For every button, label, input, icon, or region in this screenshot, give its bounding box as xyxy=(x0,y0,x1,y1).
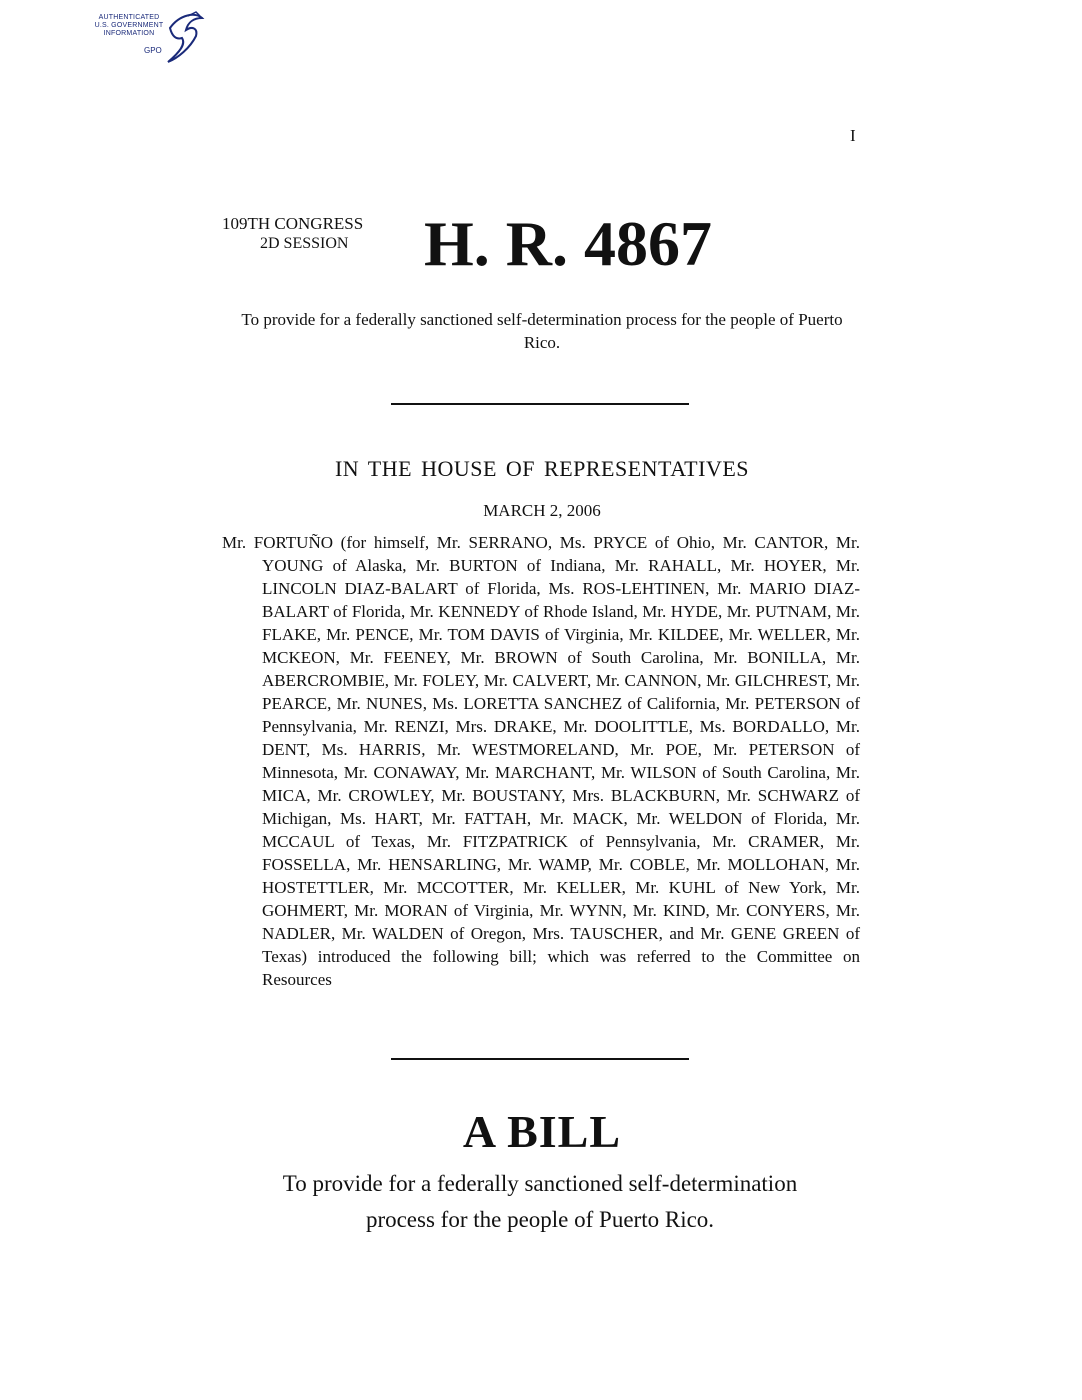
page-marker: I xyxy=(850,126,856,145)
seal-line: AUTHENTICATED xyxy=(98,14,160,21)
seal-line: INFORMATION xyxy=(103,30,155,37)
seal-line: U.S. GOVERNMENT xyxy=(94,22,164,29)
sponsors-paragraph: Mr. FORTUÑO (for himself, Mr. SERRANO, Ms. PRYCE of Ohio, Mr. CANTOR, Mr. YOUNG of Alaska, Mr. BURTON of Indiana, Mr. RAHALL, Mr. HOYER, Mr. LINCOLN DIAZ-BALART of Florida, Ms. ROS-LEHTINEN, Mr. MARIO DIAZ-BALART of Florida, Mr. KENNEDY of Rhode Island, Mr. HYDE, Mr. PUTNAM, Mr. FLAKE, Mr. PENCE, Mr. TOM DAVIS of Virginia, Mr. KILDEE, Mr. WELLER, Mr. MCKEON, Mr. FEENEY, Mr. BROWN of South Carolina, Mr. BONILLA, Mr. ABERCROMBIE, Mr. FOLEY, Mr. CALVERT, Mr. CANNON, Mr. GILCHREST, Mr. PEARCE, Mr. NUNES, Ms. LORETTA SANCHEZ of California, Mr. PETERSON of Pennsylvania, Mr. RENZI, Mrs. DRAKE, Mr. DOOLITTLE, Ms. BORDALLO, Mr. DENT, Ms. HARRIS, Mr. WESTMORELAND, Mr. POE, Mr. PETERSON of Minnesota, Mr. CONAWAY, Mr. MARCHANT, Mr. WILSON of South Carolina, Mr. MICA, Mr. CROWLEY, Mr. BOUSTANY, Mrs. BLACKBURN, Mr. SCHWARZ of Michigan, Ms. HART, Mr. FATTAH, Mr. MACK, Mr. WELDON of Florida, Mr. MCCAUL of Texas, Mr. FITZPATRICK of Pennsylvania, Mr. CRAMER, Mr. FOSSELLA, Mr. HENSARLING, Mr. WAMP, Mr. COBLE, Mr. MOLLOHAN, Mr. HOSTETTLER, Mr. MCCOTTER, Mr. KELLER, Mr. KUHL of New York, Mr. GOHMERT, Mr. MORAN of Virginia, Mr. WYNN, Mr. KIND, Mr. CONYERS, Mr. NADLER, Mr. WALDEN of Oregon, Mrs. TAUSCHER, and Mr. GENE GREEN of Texas) introduced the following bill; which was referred to the Committee on Resources xyxy=(222,533,860,989)
purpose-line: To provide for a federally sanctioned self-determination xyxy=(282,1171,798,1196)
congress-label: 109TH CONGRESS xyxy=(222,214,364,233)
bill-number: H. R. 4867 xyxy=(424,208,712,279)
purpose-line: process for the people of Puerto Rico. xyxy=(365,1207,715,1232)
divider-rule xyxy=(391,1058,689,1060)
gpo-authentication-seal xyxy=(88,8,208,64)
congress-session-block xyxy=(222,214,402,254)
seal-caption xyxy=(88,14,170,38)
bill-heading: A BILL xyxy=(462,1106,622,1157)
introduction-date: MARCH 2, 2006 xyxy=(483,501,601,520)
purpose-statement-bottom xyxy=(240,1166,840,1238)
purpose-statement-top: To provide for a federally sanctioned self-determination process for the people of Puerto Rico. xyxy=(241,310,843,352)
eagle-icon xyxy=(166,8,206,64)
divider-rule xyxy=(391,403,689,405)
chamber-heading: IN THE HOUSE OF REPRESENTATIVES xyxy=(334,456,749,481)
session-label: 2D SESSION xyxy=(260,235,349,252)
seal-gpo-mark: GPO xyxy=(144,46,162,55)
